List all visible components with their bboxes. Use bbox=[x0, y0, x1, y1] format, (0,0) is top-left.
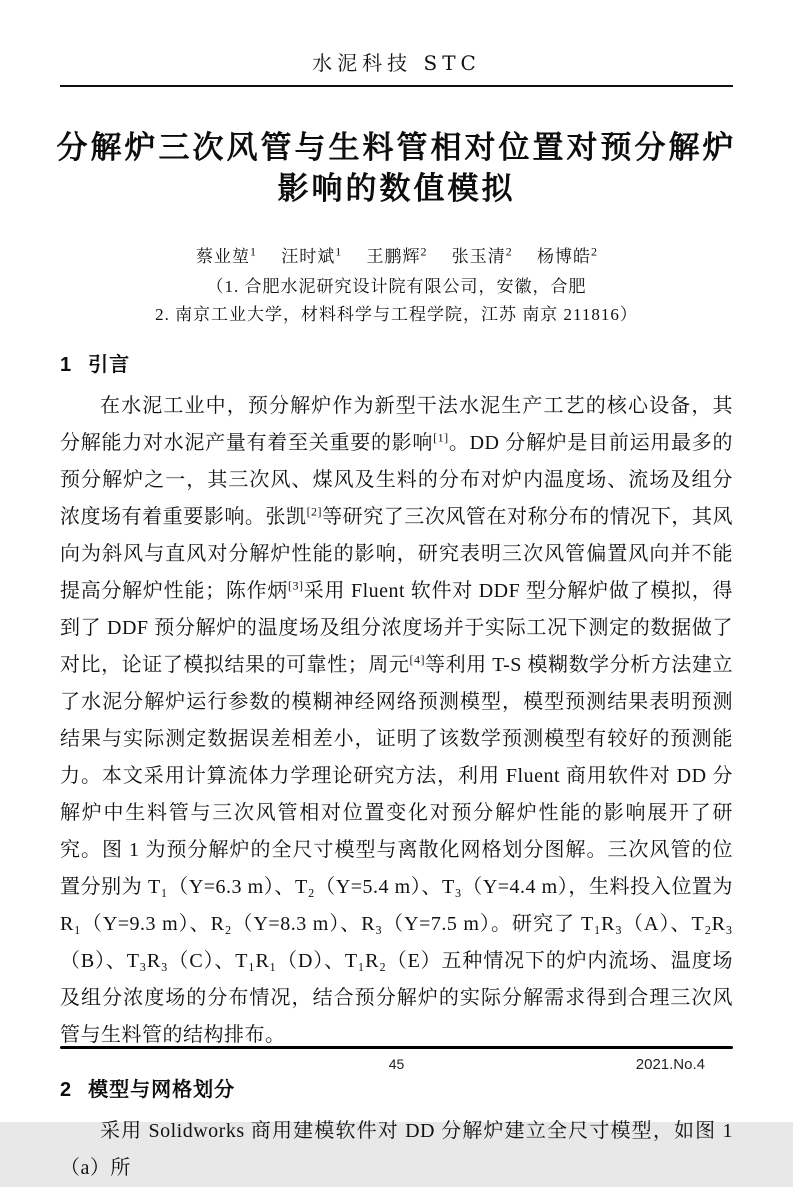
author-3-name: 王鹏辉 bbox=[366, 247, 421, 266]
section-2-paragraph: 采用 Solidworks 商用建模软件对 DD 分解炉建立全尺寸模型，如图 1（a）所 bbox=[60, 1120, 733, 1179]
citation-ref-3: [3] bbox=[288, 578, 304, 593]
section-2-heading bbox=[60, 1073, 733, 1102]
citation-ref-1: [1] bbox=[433, 430, 449, 445]
author-5 bbox=[537, 244, 597, 266]
section-1-heading bbox=[60, 348, 733, 377]
section-2-title: 模型与网格划分 bbox=[88, 1079, 236, 1101]
author-4 bbox=[451, 244, 512, 266]
intro-text-5: 等利用 T-S 模糊数学分析方法建立了水泥分解炉运行参数的模糊神经网络预测模型，模型预测结果表明预测结果与实际测定数据误差相差小，证明了该数学预测模型有较好的预测能力。本文采用计算流体力学理论研究方法，利用 Fluent 商用软件对 DD 分解炉中生料管与三次风管相对位置变化对预分解炉性能的影响展开了研究。图 1 为预分解炉的全尺寸模型与离散化网格划分图解。三次风管的位置分别为 T₁（Y=6.3 m）、T₂（Y=5.4 m）、T₃（Y=4.4 m），生料投入位置为 R₁（Y=9.3 m）、R₂（Y=8.3 m）、R₃（Y=7.5 m）。研究了 T₁R₃（A）、T₂R₃（B）、T₃R₃（C）、T₁R₁（D）、T₁R₂（E）五种情况下的炉内流场、温度场及组分浓度场的分布情况，结合预分解炉的实际分解需求得到合理三次风管与生料管的结构排布。 bbox=[60, 654, 734, 1046]
citation-ref-4: [4] bbox=[409, 652, 425, 667]
paper-title bbox=[20, 127, 773, 209]
footer-page-number: 45 bbox=[388, 1056, 405, 1072]
citation-ref-2: [2] bbox=[306, 504, 323, 519]
author-1 bbox=[196, 244, 256, 266]
section-1-number: 1 bbox=[60, 354, 73, 376]
intro-text-4: 采用 Fluent 软件对 DDF 型分解炉做了模拟，得到了 DDF 预分解炉的温度场及组分浓度场并于实际工况下测定的数据做了对比，论证了模拟结果的可靠性；周元 bbox=[60, 580, 734, 676]
header-divider bbox=[60, 85, 733, 87]
author-2-affiliation-ref: 1 bbox=[335, 244, 342, 259]
paper-title-line-2: 影响的数值模拟 bbox=[277, 171, 516, 206]
author-2-name: 汪时斌 bbox=[281, 247, 336, 266]
footer-divider bbox=[60, 1046, 733, 1049]
section-2-number: 2 bbox=[60, 1079, 73, 1101]
author-4-name: 张玉清 bbox=[451, 247, 506, 266]
section-1-title: 引言 bbox=[88, 354, 131, 376]
intro-text-1: 在水泥工业中，预分解炉作为新型干法水泥生产工艺的核心设备，其分解能力对水泥产量有着至关重要的影响 bbox=[60, 395, 733, 454]
affiliation-line-2: 2. 南京工业大学，材料科学与工程学院，江苏 南京 211816） bbox=[155, 305, 638, 324]
affiliation-line-1: （1. 合肥水泥研究设计院有限公司，安徽，合肥 bbox=[206, 277, 587, 296]
intro-text-3: 等研究了三次风管在对称分布的情况下，其风向为斜风与直风对分解炉性能的影响，研究表明三次风管偏置风向并不能提高分解炉性能；陈作炳 bbox=[60, 506, 733, 602]
author-3 bbox=[366, 244, 427, 266]
author-5-name: 杨博皓 bbox=[537, 247, 591, 266]
author-5-affiliation-ref: 2 bbox=[591, 244, 597, 259]
intro-text-2: 。DD 分解炉是目前运用最多的预分解炉之一，其三次风、煤风及生料的分布对炉内温度场、流场及组分浓度场有着重要影响。张凯 bbox=[60, 432, 734, 528]
paper-title-line-1: 分解炉三次风管与生料管相对位置对预分解炉 bbox=[56, 130, 737, 165]
section-1-paragraph bbox=[60, 388, 733, 1054]
journal-running-head: 水泥科技 STC bbox=[312, 51, 481, 75]
affiliations bbox=[0, 273, 793, 329]
authors-row bbox=[0, 242, 793, 267]
footer-issue-label: 2021.No.4 bbox=[635, 1056, 705, 1073]
author-4-affiliation-ref: 2 bbox=[505, 244, 512, 259]
author-2 bbox=[281, 244, 342, 266]
author-1-affiliation-ref: 1 bbox=[250, 244, 256, 259]
author-3-affiliation-ref: 2 bbox=[420, 244, 427, 259]
author-1-name: 蔡业堃 bbox=[196, 247, 250, 266]
